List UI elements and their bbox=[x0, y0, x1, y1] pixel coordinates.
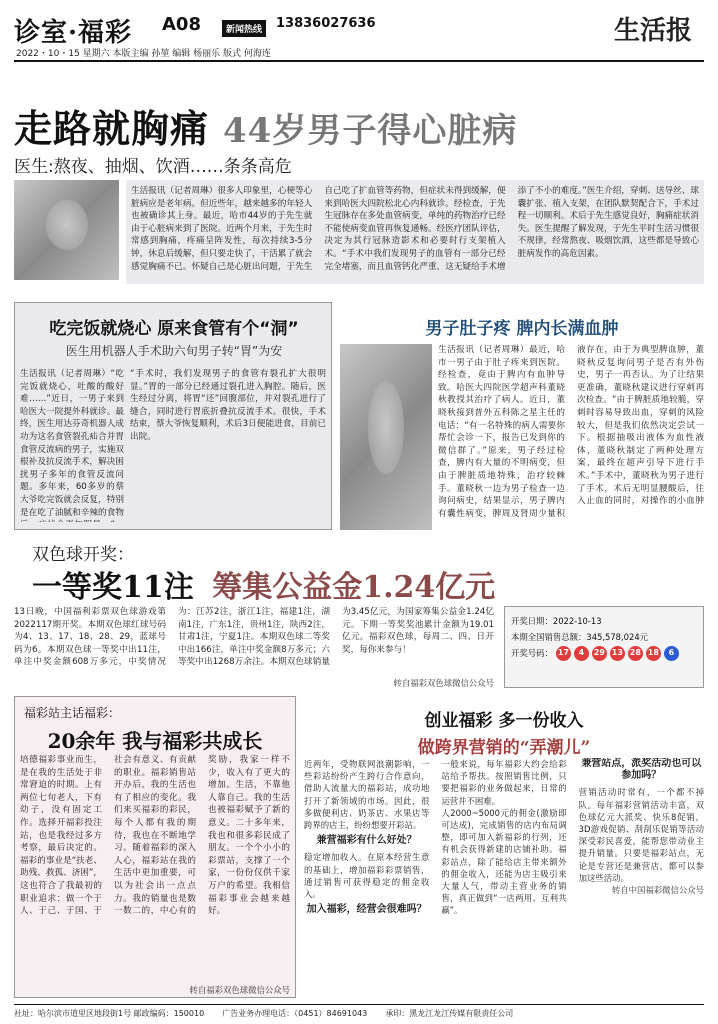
story5-body: 培德福彩事业而生，是在我的生活处于非常窘迫的时期。上有两位七旬老人，下有幼子，没有固定工作。选择开福彩投注站，也是我经过多方考察，最后决定的。福彩的事业是“扶老、助残、救孤、济困”，这也符合了我最初的职业追求：做一个于人、于己、于国、于社会有意义、有贡献的职业。福彩销售站开办后，我的生活也有了相应的变化。我们来买福彩的彩民，每个人都有我的期待，我也在不断地学习。随着福彩的深入人心，福彩站在我的生活中更加重要，可以为社会出一点点力。我的销量也是数一数二的，中心有的奖励，我家一样不少，收入有了更大的增加。生活，不靠他人靠自己。我的生活也被福彩赋予了新的意义。二十多年来，我也和很多彩民成了朋友。一个个小小的彩票站，支撑了一个家，一份份仅供千家万户的希望。我相信福彩事业会越来越好。 bbox=[20, 755, 290, 917]
story6-heading bbox=[304, 706, 704, 758]
red-ball: 29 bbox=[592, 646, 607, 661]
red-ball: 18 bbox=[646, 646, 661, 661]
masthead-rule bbox=[14, 60, 704, 62]
sales-label: 本期全国销售总额： bbox=[511, 632, 587, 642]
lead-title: 走路就胸痛 bbox=[14, 106, 210, 151]
story5-heading bbox=[24, 704, 286, 754]
story2-heading bbox=[22, 314, 326, 359]
red-ball: 13 bbox=[610, 646, 625, 661]
footer-ad: 广告业务办理电话：（0451）84691043 bbox=[222, 1009, 368, 1018]
story2-subtitle: 医生用机器人手术助六旬男子转“胃”为安 bbox=[65, 344, 283, 358]
story6-credit: 转自中国福彩微信公众号 bbox=[611, 885, 704, 896]
story6-subhead: 兼营福彩有什么好处？ bbox=[316, 835, 417, 847]
issue-meta: 2022・10・15 星期六 本版主编 孙堃 编辑 杨丽乐 版式 何海连 bbox=[16, 49, 271, 59]
red-ball: 4 bbox=[574, 646, 589, 661]
lottery-body: 13日晚，中国福利彩票双色球游戏第2022117期开奖。本期双色球红球号码为4、13、17、18、28、29，蓝球号码为6。本期双色球一等奖中出11注，单注中奖金额608万多元，中奖情况为：江苏2注，浙江1注，福建1注，湖南1注，广东1注，贵州1注，陕西2注，甘肃1注，宁夏1注。本期双色球二等奖中出166注，单注中奖金额8万多元；六等奖中出1268万余注。本期双色球销量为3.45亿元，为国家筹集公益金1.24亿元。下期一等奖奖池累计金额为19.01亿元。福彩双色球，每周二、四、日开奖，每你来参与！ bbox=[14, 607, 494, 668]
story6-title-2: 做跨界营销的“弄潮儿” bbox=[417, 738, 591, 758]
red-ball: 17 bbox=[556, 646, 571, 661]
lead-subtitle: 医生:熬夜、抽烟、饮酒……条条高危 bbox=[14, 157, 292, 177]
page-number: A08 bbox=[162, 14, 201, 35]
winning-numbers bbox=[511, 645, 697, 661]
story6-para: 稳定增加收入。在原本经营生意的基础上，增加福彩彩票销售，通过销售可获得稳定的佣金收入。 bbox=[304, 852, 430, 900]
section-name: 诊室·福彩 bbox=[14, 18, 133, 48]
story6-para: 人2000~5000元的佣金(激励即可达成)，完成销售的店内布局调整，即可加入新福彩的行列，还有机会获得新建的店铺补助。福彩站点，除了能给店主带来额外的佣金收入，还能为店主吸引来大量人气，带动主营业务的销售，真正做到“一店两用、互利共赢”。 bbox=[441, 807, 567, 916]
story6-subhead: 兼营站点，派奖活动也可以参加吗？ bbox=[581, 758, 702, 782]
lottery-title: 一等奖11注 bbox=[32, 570, 194, 605]
footer-printer: 承印：黑龙江龙江传媒有限责任公司 bbox=[385, 1009, 514, 1018]
story3-photo bbox=[340, 344, 432, 530]
story6-body bbox=[304, 758, 704, 998]
footer-address: 社址：哈尔滨市道里区地段街1号 邮政编码：150010 bbox=[14, 1009, 205, 1018]
sales-value: 345,578,024元 bbox=[586, 632, 649, 642]
story6-para: 近两年，受物联网浪潮影响，一些彩站纷纷产生跨行合作意向，借助人流量大的福彩站，成功地打开了新领域的市场。因此，很多做便利店、奶茶店、水果店等跨界的店主，纷纷想要开彩站。 bbox=[304, 759, 430, 831]
lottery-result-panel bbox=[504, 606, 704, 688]
page-footer bbox=[14, 1004, 704, 1019]
lottery-headline bbox=[32, 562, 692, 606]
newspaper-logo: 生活报 bbox=[613, 16, 692, 46]
story6-subhead: 加入福彩，经营会很难吗？ bbox=[306, 904, 427, 916]
masthead bbox=[14, 8, 704, 64]
story6-para: 营销活动时常有，一个都不掉队。每年福彩营销活动丰富，双色球亿元大派奖、快乐8促销，3D游戏促销、刮刮乐促销等活动深受彩民喜爱，能帮您带动业主提升销量。只要是福彩站点，无论是专营还是兼营店，都可以参加这些活动。 bbox=[578, 787, 704, 883]
red-ball: 28 bbox=[628, 646, 643, 661]
lead-photo bbox=[14, 180, 119, 280]
blue-ball: 6 bbox=[664, 646, 679, 661]
lottery-credit: 转自福彩双色球微信公众号 bbox=[393, 678, 494, 688]
hotline-phone: 13836027636 bbox=[276, 16, 376, 31]
lottery-kicker: 双色球开奖： bbox=[32, 545, 134, 565]
draw-date: 2022-10-13 bbox=[552, 616, 602, 626]
story3-title: 男子肚子疼 脾内长满血肿 bbox=[425, 319, 619, 339]
numbers-label: 开奖号码： bbox=[511, 648, 553, 658]
story2-body: 生活报讯（记者周琳）“吃完饭就烧心，吐酸的酸好难……”近日，一男子来到哈医大一院提外科就诊。最终，医生用达芬奇机器人成功为这名食管裂孔疝合并胃食管反流病的男子，实施双根补及抗反流手术，解决困扰男子多年的食管反流问题。多年来，60多岁的蔡大爷吃完饭就会反复，特别是在吃了油腻和辛辣的食物 bbox=[20, 369, 124, 518]
story6-title-1: 创业福彩 多一份收入 bbox=[424, 711, 584, 731]
story5-title: 20余年 我与福彩共成长 bbox=[47, 729, 263, 753]
story5-credit: 转自福彩双色球微信公众号 bbox=[189, 985, 290, 995]
lottery-title-grey: 筹集公益金1.24亿元 bbox=[212, 570, 496, 605]
lead-headline bbox=[14, 98, 704, 153]
story2-body-2: “手术时，我们发现男子的食管有裂孔扩大很明显。”胃的一部分已经通过裂孔进入胸腔。随后，医生经过分离，将胃“还”回腹部位，并对裂孔进行了缝合，同时进行胃底折叠抗反流手术。很快，手术结束，蔡大爷恢复顺利，术后3日便能进食，目前已出院。 bbox=[130, 369, 326, 442]
story3-body: 生活报讯（记者周琳）最近，哈市一男子由于肚子疼来到医院。经检查，竟由于脾内有血肿导致。哈医大四院医学超声科董晓秋教授其治疗了病人。近日，董晓秋接到普外五科陈之星主任的电话：“有一名特殊的病人需要你帮忙会诊一下，报告已发到你的微信群了。”原来，男子经过检查，脾内有大量的不明病变，但由于脾脏质地特殊，治疗较棘手。董晓秋一边为男子检查一边询问病史，结果显示，男子脾内有囊性病变，脾周及肾周少量积液存在，由于为典型脾血肿，董晓秋反复询问男子是否有外伤史，男子一再否认。为了让结果更准确，董晓秋建议进行穿刺再次检查。“由于脾脏质地较脆，穿刺时容易导致出血，穿刺的风险较大，但是我们依然决定尝试一下。根据抽吸出液体为血性液体，董晓秋制定了两种处理方案，最终在超声引导下进行手术。”手术中，董晓秋为男子进行了手术，术后无明显腰酸后，往入止血的同时，对操作的小血肿 bbox=[438, 345, 704, 519]
hotline-badge: 新闻热线 bbox=[222, 20, 266, 37]
story2-title: 吃完饭就烧心 原来食管有个“洞” bbox=[49, 319, 299, 339]
story6-para: 一般来说，每年福彩大约会给彩站给予帮扶。按照销售比例，只要把福彩的业务做起来，日常的运营并不困难。 bbox=[441, 759, 567, 806]
draw-date-label: 开奖日期： bbox=[511, 616, 553, 626]
lead-body: 生活报讯（记者周琳）很多人印象里，心梗等心脏病应是老年病。但近些年，越来越多的年轻人也被确诊其上身。最近，哈市44岁的于先生就由于心脏病来到了医院。近两个月来，于先生时常感到胸痛，疼痛呈阵发性，每次持续3-5分钟，休息后缓解，但只要走快了，干活累了就会感觉胸痛不已。怀疑自己是心脏出问题，于先生自己吃了扩血管等药物，但症状未得到缓解，便来到哈医大四院松北心内科就诊。经检查，于先生冠脉存在多处血管病变，单纯的药物治疗已经不能使病变血管再恢复通畅。经医疗团队评估，决定为其行冠脉造影术和必要时行支架植入术。“手术中我们发现男子的血管有一部分已经完全堵塞，而且血管钙化严重，这无疑给手术增添了不小的难度。”医生介绍，穿刺、送导丝、球囊扩张、植入支架，在团队默契配合下，手术过程一切顺利。术后于先生感觉良好，胸痛症状消失。医生提醒了解发现，于先生平时生活习惯很不规律，经常熬夜、吸烟饮酒，这些都是导致心脏病发作的高危因素。 bbox=[126, 180, 704, 284]
story3-heading bbox=[340, 314, 704, 339]
story5-kicker: 福彩站主话福彩： bbox=[24, 706, 121, 720]
lead-title-grey: 44岁男子得心脏病 bbox=[223, 111, 518, 151]
